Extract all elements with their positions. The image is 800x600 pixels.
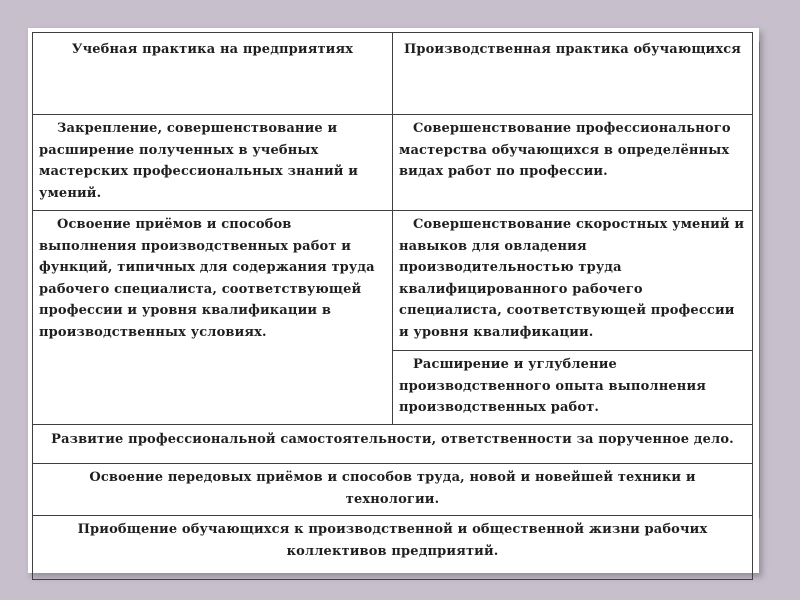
table-cell-full: Развитие профессиональной самостоятельности, ответственности за порученное дело.: [33, 425, 753, 464]
table-full-row: [33, 425, 753, 464]
practice-comparison-table: [32, 32, 753, 580]
table-cell-right: Совершенствование скоростных умений и навыков для овладения производительностью труда квалифицированного рабочего специалиста, соответствующей профессии и уровня квалификации.: [393, 211, 753, 351]
table-cell-right: Совершенствование профессионального мастерства обучающихся в определённых видах работ по профессии.: [393, 115, 753, 211]
slide: [28, 28, 759, 573]
table-cell-left: Освоение приёмов и способов выполнения производственных работ и функций, типичных для содержания труда рабочего специалиста, соответствующей профессии и уровня квалификации в производственных условиях.: [33, 211, 393, 425]
table-cell-left: Закрепление, совершенствование и расширение полученных в учебных мастерских профессиональных знаний и умений.: [33, 115, 393, 211]
table-row: [33, 115, 753, 211]
header-cell-production-practice: Производственная практика обучающихся: [393, 33, 753, 115]
table-cell-right: Расширение и углубление производственного опыта выполнения производственных работ.: [393, 351, 753, 425]
table-row: [33, 211, 753, 351]
table-full-row: [33, 464, 753, 516]
header-cell-educational-practice: Учебная практика на предприятиях: [33, 33, 393, 115]
table-cell-full: Освоение передовых приёмов и способов труда, новой и новейшей техники и технологии.: [33, 464, 753, 516]
table-full-row: [33, 516, 753, 580]
table-header-row: [33, 33, 753, 115]
table-cell-full: Приобщение обучающихся к производственной и общественной жизни рабочих коллективов предприятий.: [33, 516, 753, 580]
